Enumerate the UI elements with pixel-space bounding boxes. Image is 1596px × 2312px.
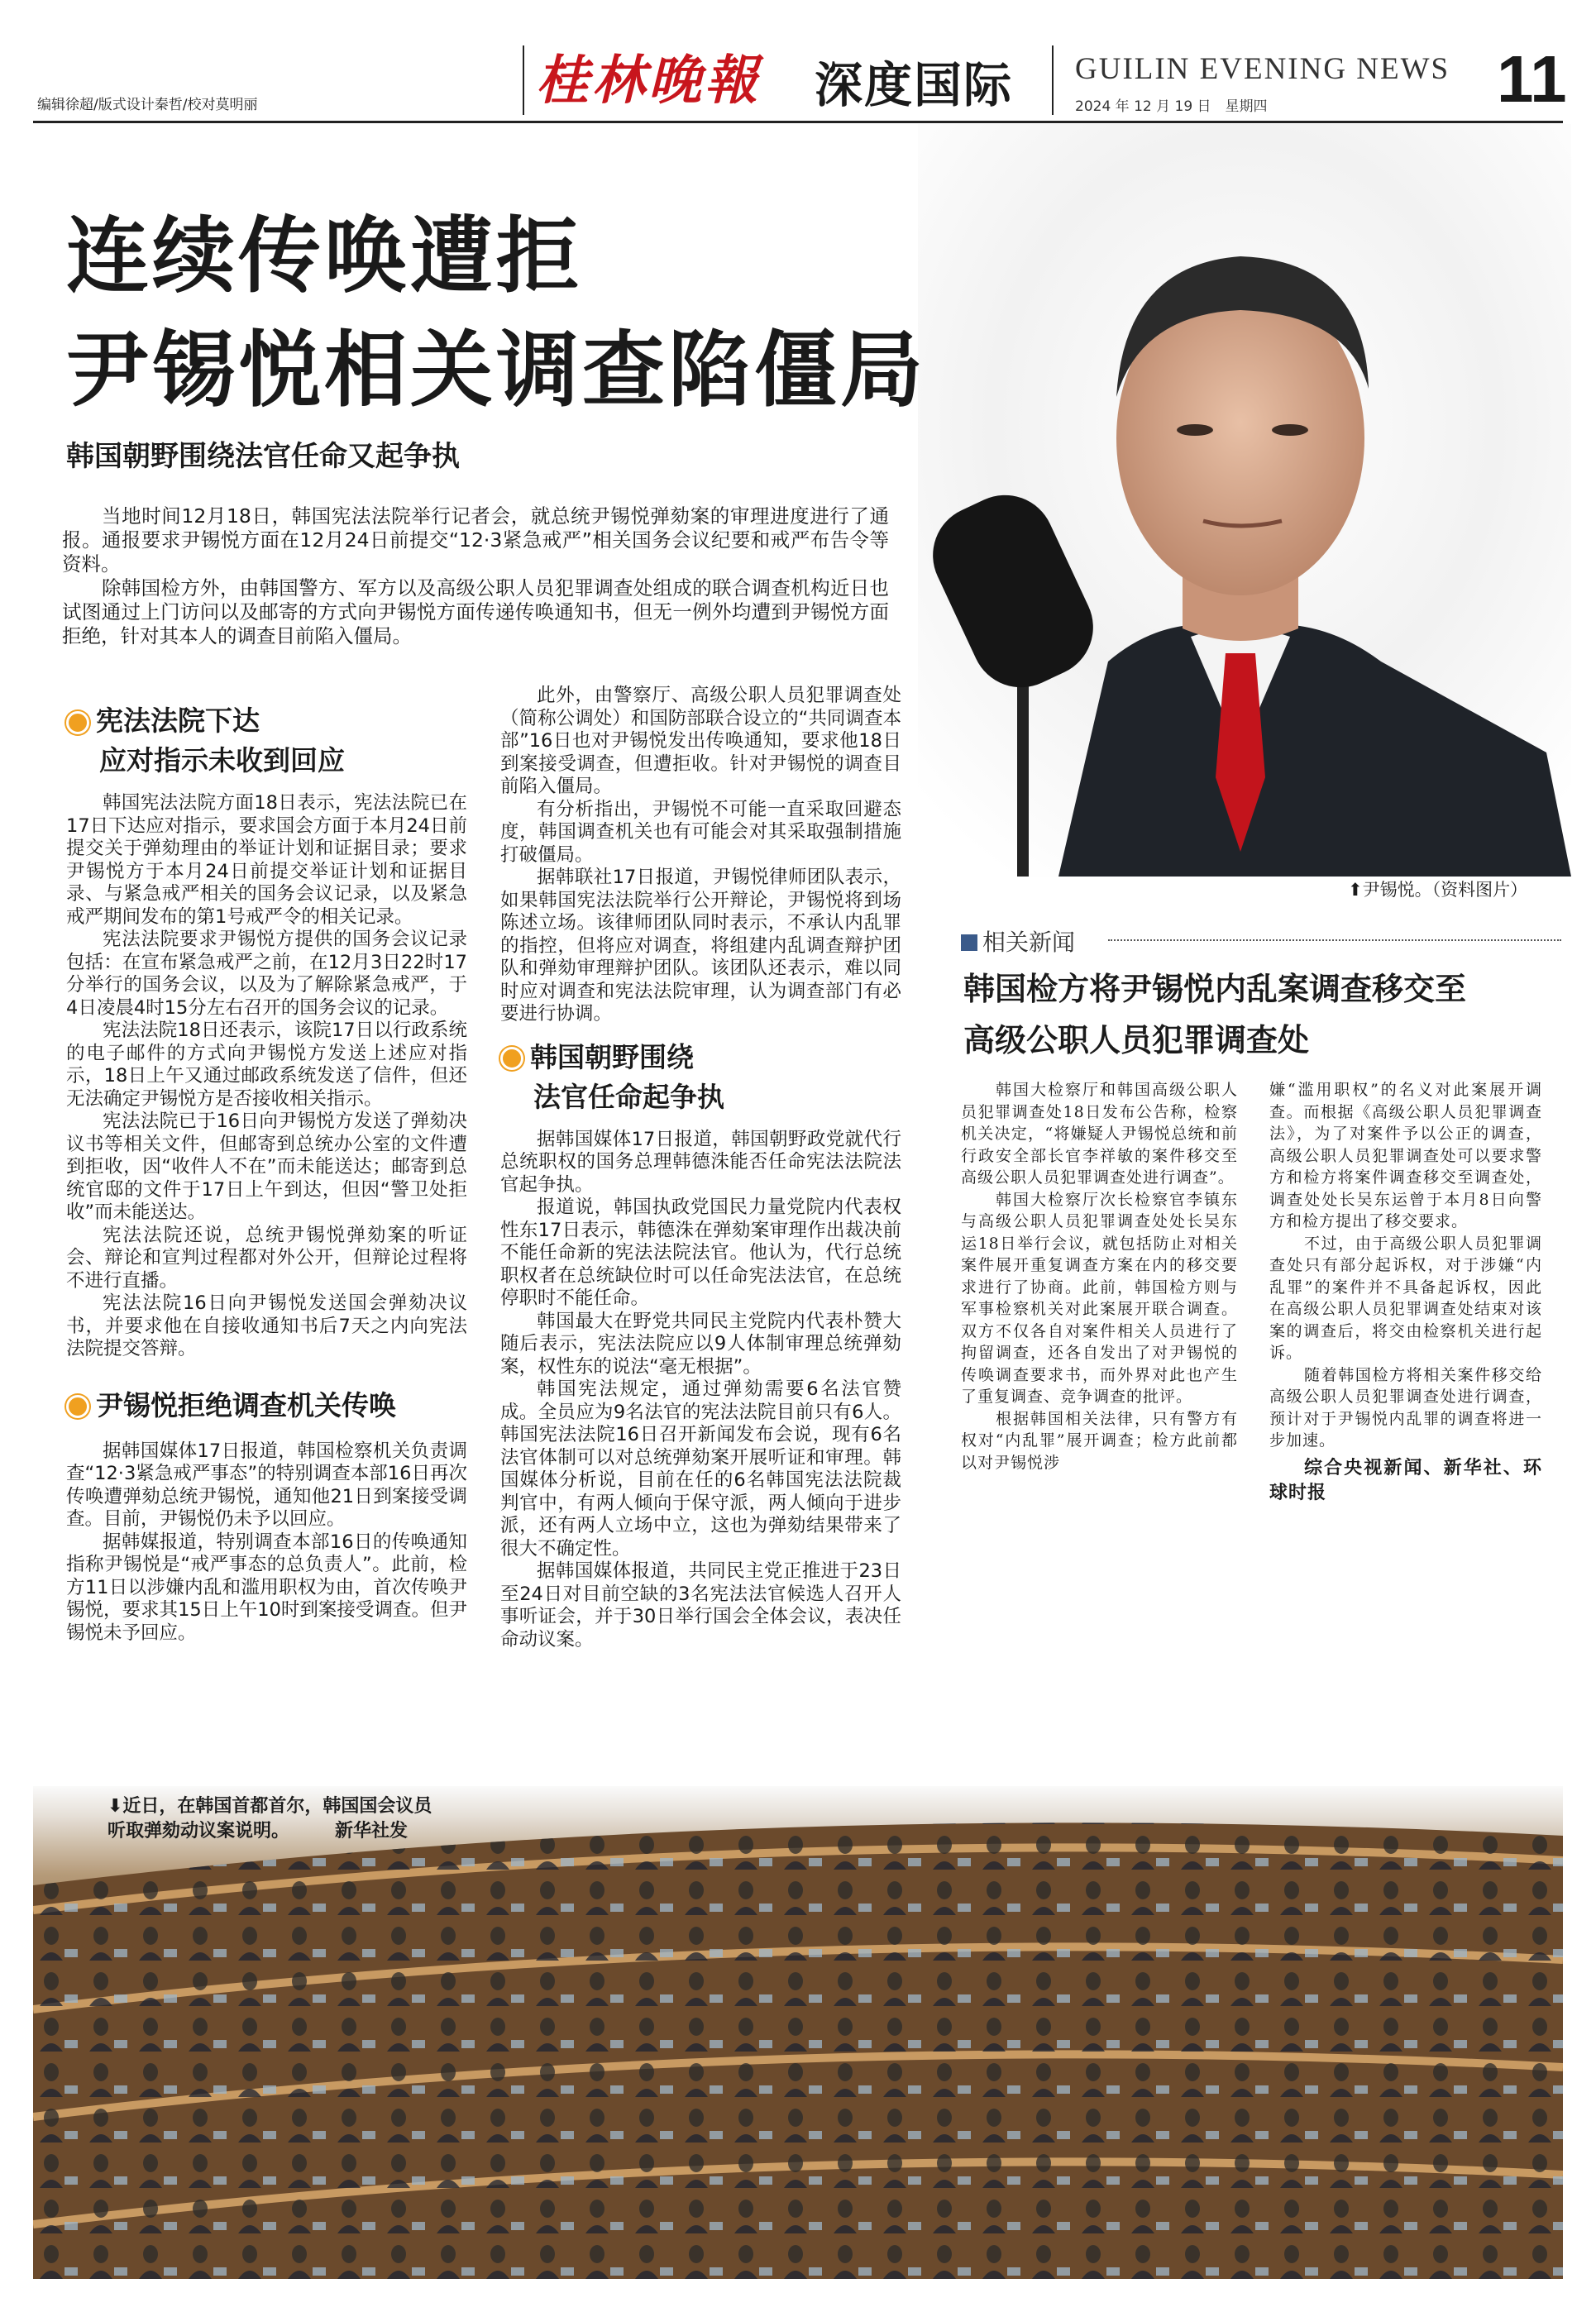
paragraph: 有分析指出，尹锡悦不可能一直采取回避态度，韩国调查机关也有可能会对其采取强制措施打破僵局。 [500,798,901,866]
lede-paragraph: 除韩国检方外，由韩国警方、军方以及高级公职人员犯罪调查处组成的联合调查机构近日也试图通过上门访问以及邮寄的方式向尹锡悦方面传递传唤通知书，但无一例外均遭到尹锡悦方面拒绝，针对其本人的调查目前陷入僵局。 [62,576,889,647]
masthead-divider [523,45,524,115]
masthead-rule [33,121,1563,123]
dotted-divider [1108,939,1561,941]
page-number: 11 [1497,42,1567,116]
section-body [66,792,467,1361]
assembly-illustration [33,1786,1563,2279]
section-heading: 韩国朝野围绕 [500,1038,901,1077]
related-news-tag: 相关新闻 [961,924,1075,958]
paragraph: 韩国宪法规定，通过弹劾需要6名法官赞成。全员应为9名法官的宪法法院目前只有6人。韩国宪法法院16日召开新闻发布会说，现有6名法官体制可以对总统弹劾案开展听证和审理。韩国媒体分析说，目前在任的6名韩国宪法法院裁判官中，有两人倾向于保守派，两人倾向于进步派，还有两人立场中立，这也为弹劾结果带来了很大不确定性。 [500,1378,901,1560]
masthead-divider-2 [1052,45,1054,115]
paragraph: 据韩国媒体报道，共同民主党正推进于23日至24日对目前空缺的3名宪法法官候选人召开人事听证会，并于30日举行国会全体会议，表决任命动议案。 [500,1560,901,1650]
news-source: 综合央视新闻、新华社、环球时报 [1269,1456,1542,1503]
headline-line-2: 尹锡悦相关调查陷僵局 [66,322,926,418]
paragraph: 随着韩国检方将相关案件移交给高级公职人员犯罪调查处进行调查，预计对于尹锡悦内乱罪的调查将进一步加速。 [1269,1365,1542,1450]
section-body [66,1440,467,1646]
bullet-icon [500,1047,523,1070]
paragraph: 宪法法院已于16日向尹锡悦方发送了弹劾决议书等相关文件，但邮寄到总统办公室的文件遭到拒收，因“收件人不在”而未能送达；邮寄到总统官邸的文件于17日上午到达，但因“警卫处拒收”而未能送达。 [66,1111,467,1223]
paragraph: 韩国最大在野党共同民主党院内代表朴赞大随后表示，宪法法院应以9人体制审理总统弹劾案，权性东的说法“毫无根据”。 [500,1310,901,1378]
lede [62,504,889,648]
related-column-a [961,1079,1238,1474]
bullet-icon [66,711,89,734]
editor-credits: 编辑徐超/版式设计秦哲/校对莫明丽 [37,97,258,113]
paragraph: 嫌“滥用职权”的名义对此案展开调查。而根据《高级公职人员犯罪调查法》，为了对案件予以公正的调查，高级公职人员犯罪调查处可以要求警方和检方将案件调查移交至调查处，调查处处长吴东运曾于本月8日向警方和检方提出了移交要求。 [1269,1081,1542,1230]
paragraph: 宪法法院要求尹锡悦方提供的国务会议记录包括：在宣布紧急戒严之前，在12月3日22时17分举行的国务会议，以及为了解除紧急戒严，于4日凌晨4时15分左右召开的国务会议的记录。 [66,929,467,1019]
portrait-illustration [918,124,1571,877]
paragraph: 宪法法院18日还表示，该院17日以行政系统的电子邮件的方式向尹锡悦方发送上述应对指示，18日上午又通过邮政系统发送了信件，但还无法确定尹锡悦方是否接收相关指示。 [66,1020,467,1110]
section-heading-line-2: 法官任命起争执 [533,1080,724,1113]
paragraph: 韩国宪法法院方面18日表示，宪法法院已在17日下达应对指示，要求国会方面于本月24日前提交关于弹劾理由的举证计划和证据目录；要求尹锡悦方于本月24日前提交举证计划和证据目录、与紧急戒严相关的国务会议记录，以及紧急戒严期间发布的第1号戒严令的相关记录。 [66,792,467,928]
paragraph: 报道说，韩国执政党国民力量党院内代表权性东17日表示，韩德洙在弹劾案审理作出裁决前不能任命新的宪法法院法官。他认为，代行总统职权者在总统缺位时可以任命宪法法官，在总统停职时不能任命。 [500,1197,901,1309]
section-heading: 宪法法院下达 [66,701,467,741]
paragraph: 根据韩国相关法律，只有警方有权对“内乱罪”展开调查；检方此前都以对尹锡悦涉 [961,1409,1238,1472]
lede-paragraph: 当地时间12月18日，韩国宪法法院举行记者会，就总统尹锡悦弹劾案的审理进度进行了通报。通报要求尹锡悦方面在12月24日前提交“12·3紧急戒严”相关国务会议纪要和戒严布告令等资料。 [62,504,889,576]
issue-date: 2024 年 12 月 19 日 星期四 [1075,98,1268,115]
subheadline: 韩国朝野围绕法官任命又起争执 [66,440,460,473]
paragraph: 宪法法院还说，总统尹锡悦弹劾案的听证会、辩论和宣判过程都对外公开，但辩论过程将不进行直播。 [66,1224,467,1292]
square-icon [961,934,977,951]
section-heading: 尹锡悦拒绝调查机关传唤 [66,1386,467,1426]
section-name: 深度国际 [815,57,1014,113]
column-2 [500,685,901,1651]
assembly-photo [33,1786,1563,2279]
paragraph: 此外，由警察厅、高级公职人员犯罪调查处（简称公调处）和国防部联合设立的“共同调查本部”16日也对尹锡悦发出传唤通知，要求他18日到案接受调查，但遭拒收。针对尹锡悦的调查目前陷入僵局。 [500,685,901,797]
english-name: GUILIN EVENING NEWS [1075,52,1450,86]
paragraph: 据韩国媒体17日报道，韩国朝野政党就代行总统职权的国务总理韩德洙能否任命宪法法院法官起争执。 [500,1128,901,1196]
paragraph: 韩国大检察厅次长检察官李镇东与高级公职人员犯罪调查处处长吴东运18日举行会议，就包括防止对相关案件展开重复调查方案在内的移交要求进行了协商。此前，韩国检方则与军事检察机关对此案展开联合调查。双方不仅各自对案件相关人员进行了拘留调查，还各自发出了对尹锡悦的传唤调查要求书，而外界对此也产生了重复调查、竞争调查的批评。 [961,1190,1238,1406]
bullet-icon [66,1395,89,1418]
paragraph: 宪法法院16日向尹锡悦发送国会弹劾决议书，并要求他在自接收通知书后7天之内向宪法法院提交答辩。 [66,1292,467,1359]
paragraph: 据韩媒报道，特别调查本部16日的传唤通知指称尹锡悦是“戒严事态的总负责人”。此前，检方11日以涉嫌内乱和滥用职权为由，首次传唤尹锡悦，要求其15日上午10时到案接受调查。但尹锡悦未予回应。 [66,1531,467,1644]
column-1 [66,701,467,1645]
related-news-title: 韩国检方将尹锡悦内乱案调查移交至 高级公职人员犯罪调查处 [963,971,1467,1058]
portrait-photo [918,124,1571,877]
section-body [500,685,901,1026]
related-column-b [1269,1079,1542,1505]
assembly-caption: ⬇近日，在韩国首都首尔，韩国国会议员 听取弹劾动议案说明。 新华社发 [108,1796,432,1841]
headline-line-1: 连续传唤遭拒 [66,208,582,304]
paragraph: 据韩国媒体17日报道，韩国检察机关负责调查“12·3紧急戒严事态”的特别调查本部16日再次传唤遭弹劾总统尹锡悦，通知他21日到案接受调查。目前，尹锡悦仍未予以回应。 [66,1440,467,1530]
paragraph: 不过，由于高级公职人员犯罪调查处只有部分起诉权，对于涉嫌“内乱罪”的案件并不具备起诉权，因此在高级公职人员犯罪调查处结束对该案的调查后，将交由检察机关进行起诉。 [1269,1234,1542,1362]
section-body [500,1129,901,1652]
section-heading-line-2: 应对指示未收到回应 [99,744,345,776]
newspaper-logo: 桂林晚報 [536,50,761,112]
paragraph: 据韩联社17日报道，尹锡悦律师团队表示，如果韩国宪法法院举行公开辩论，尹锡悦将到场陈述立场。该律师团队同时表示，不承认内乱罪的指控，但将应对调查，将组建内乱调查辩护团队和弹劾审理辩护团队。该团队还表示，难以同时应对调查和宪法法院审理，认为调查部门有必要进行协调。 [500,867,901,1025]
portrait-caption: ⬆尹锡悦。（资料图片） [1348,880,1528,900]
paragraph: 韩国大检察厅和韩国高级公职人员犯罪调查处18日发布公告称，检察机关决定，“将嫌疑人尹锡悦总统和前行政安全部长官李祥敏的案件移交至高级公职人员犯罪调查处进行调查”。 [961,1081,1238,1187]
